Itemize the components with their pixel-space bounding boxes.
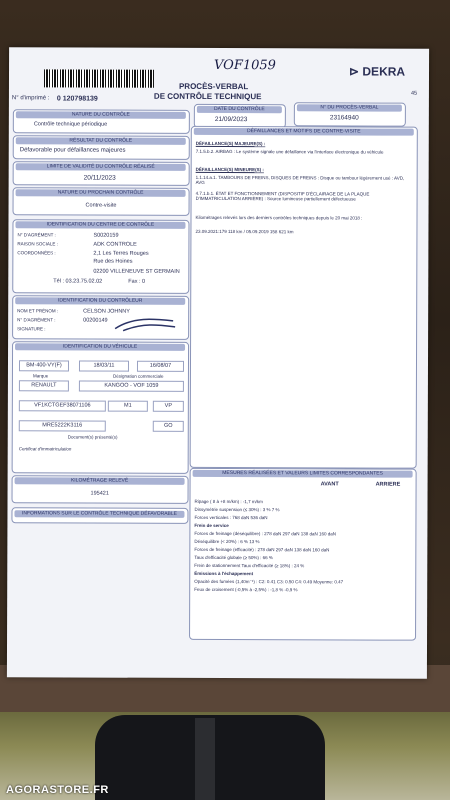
mesure-line: Frein de service bbox=[194, 522, 229, 529]
centre-coord-label: COORDONNÉES : bbox=[17, 250, 56, 256]
date-value: 21/09/2023 bbox=[214, 115, 248, 124]
defaillance-line: DÉFAILLANCE(S) MINEURE(S) : bbox=[195, 166, 264, 173]
certif-label: Certificat d'immatriculation bbox=[18, 446, 72, 452]
imprime-label: N° d'imprimé : bbox=[11, 95, 50, 102]
pv-value: 23164940 bbox=[329, 114, 359, 122]
vehicule-designation: KANGOO - VOF 1059 bbox=[79, 381, 184, 392]
dekra-logo: ⊳ DEKRA bbox=[348, 64, 406, 79]
controleur-nom: CELSON JOHNNY bbox=[83, 308, 130, 315]
centre-adresse1: 2,1 Les Terres Rouges bbox=[93, 250, 149, 257]
section-km bbox=[12, 475, 189, 504]
nature-header: NATURE DU CONTRÔLE bbox=[16, 111, 186, 119]
mesures-header: MESURES RÉALISÉES ET VALEURS LIMITES CORRESPONDANTES bbox=[193, 470, 413, 478]
next-header: NATURE DU PROCHAIN CONTRÔLE bbox=[16, 189, 186, 197]
pv-header: N° DU PROCÈS-VERBAL bbox=[297, 104, 402, 111]
section-date bbox=[194, 104, 286, 128]
vehicule-categorie: M1 bbox=[108, 401, 148, 412]
page-number: 45 bbox=[410, 90, 418, 97]
section-pv bbox=[294, 102, 406, 126]
signature-scribble bbox=[113, 315, 178, 335]
title-line1: PROCÈS-VERBAL bbox=[178, 81, 249, 92]
designation-label: Désignation commerciale bbox=[112, 373, 164, 379]
mesures-arriere: ARRIERE bbox=[375, 481, 401, 488]
next-value: Contre-visite bbox=[85, 202, 117, 209]
mesures-avant: AVANT bbox=[320, 481, 339, 488]
vehicule-header: IDENTIFICATION DU VÉHICULE bbox=[15, 343, 185, 351]
centre-fax: Fax : 0 bbox=[128, 278, 146, 285]
vehicule-energie: GO bbox=[153, 421, 184, 432]
section-controleur bbox=[12, 295, 189, 340]
mesure-line: Feux de croisement (-0,5% à -2,5%) : -1,8 % -0,9 % bbox=[194, 586, 298, 593]
vehicule-date1: 18/03/11 bbox=[79, 361, 129, 372]
marque-label: Marque bbox=[32, 373, 49, 379]
section-next bbox=[13, 187, 190, 216]
controleur-agrement: 00200149 bbox=[83, 317, 108, 324]
mesure-line: Taux d'efficacité globale (≥ 50%) : 66 % bbox=[194, 554, 273, 561]
centre-header: IDENTIFICATION DU CENTRE DE CONTRÔLE bbox=[15, 221, 185, 229]
section-vehicule bbox=[12, 341, 189, 474]
document-paper bbox=[7, 47, 429, 678]
vehicule-type: MRE5222K3116 bbox=[19, 420, 106, 431]
barcode bbox=[44, 69, 154, 87]
mesure-line: Forces de freinage (efficacité) : 278 daN 297 daN 138 daN 160 daN bbox=[194, 546, 330, 553]
defaillance-line: 7.1.5.b.2. AIRBAG : Le système signale une défaillance via l'interface électronique du véhicule bbox=[195, 148, 384, 155]
mesure-line: Frein de stationnement Taux d'efficacité (≥ 18%) : 24 % bbox=[194, 562, 305, 569]
defaillance-line: 23.09.2021:179 118 km / 05.09.2019 158 621 km bbox=[195, 228, 294, 235]
watermark: AGORASTORE.FR bbox=[6, 784, 109, 796]
centre-ville: 02200 VILLENEUVE ST GERMAIN bbox=[93, 268, 180, 275]
controleur-nom-label: NOM ET PRÉNOM : bbox=[17, 308, 59, 314]
centre-agrement-label: N° D'AGRÉMENT : bbox=[17, 232, 56, 238]
section-defaillances bbox=[190, 126, 418, 469]
controleur-header: IDENTIFICATION DU CONTRÔLEUR bbox=[15, 297, 185, 305]
mesure-line: Déséquilibre (< 20%) : 6 % 13 % bbox=[194, 538, 260, 545]
handwritten-plate: VOF1059 bbox=[214, 57, 276, 74]
section-validity bbox=[13, 161, 190, 186]
defaillance-line: DÉFAILLANCE(S) MAJEURE(S) : bbox=[195, 140, 266, 147]
mesure-line: Dissymétrie suspension (≤ 30%) : 3 % 7 % bbox=[194, 506, 280, 513]
vehicule-genre: VP bbox=[153, 401, 184, 412]
defaillance-line: Kilométrages relevés lors des derniers contrôles techniques depuis le 20 mai 2018 : bbox=[195, 214, 363, 221]
km-header: KILOMÉTRAGE RELEVÉ bbox=[15, 477, 185, 485]
imprime-value: 0 120798139 bbox=[56, 95, 98, 103]
section-centre bbox=[12, 219, 189, 294]
validity-value: 20/11/2023 bbox=[83, 174, 116, 182]
mesure-line: Forces de freinage (déséquilibre) : 278 daN 297 daN 138 daN 160 daN bbox=[194, 530, 337, 537]
vehicule-marque: RENAULT bbox=[19, 380, 69, 391]
centre-raison: ADK CONTROLE bbox=[93, 241, 137, 248]
result-value: Défavorable pour défaillances majeures bbox=[19, 147, 126, 154]
person-legs-shadow bbox=[195, 718, 215, 800]
title-line2: DE CONTRÔLE TECHNIQUE bbox=[153, 91, 262, 102]
docs-label: Document(s) présenté(s) bbox=[67, 434, 118, 440]
section-mesures bbox=[189, 468, 417, 641]
nature-value: Contrôle technique périodique bbox=[33, 121, 108, 128]
controleur-agrement-label: N° D'AGRÉMENT : bbox=[17, 317, 56, 323]
centre-raison-label: RAISON SOCIALE : bbox=[17, 241, 58, 247]
mesure-line: Émissions à l'échappement bbox=[194, 570, 254, 577]
validity-header: LIMITE DE VALIDITÉ DU CONTRÔLE RÉALISÉ bbox=[16, 163, 186, 171]
mesure-line: Opacité des fumées (1,40m⁻¹) : C2: 0.41 C3: 0.50 C4: 0.49 Moyenne: 0.47 bbox=[194, 578, 344, 585]
km-value: 195421 bbox=[90, 490, 109, 497]
vehicule-immat: BM-400-VY(F) bbox=[19, 360, 69, 371]
centre-tel: Tél : 03.23.75.02.02 bbox=[53, 278, 103, 285]
vehicule-vin: VF1KCTGEF38071106 bbox=[19, 400, 106, 411]
mesure-line: Forces verticales : 768 daN 536 daN bbox=[194, 514, 268, 521]
mesure-line: Ripage ( 8 à +8 m/km) : -1,7 m/km bbox=[194, 498, 263, 505]
result-header: RÉSULTAT DU CONTRÔLE bbox=[16, 137, 186, 145]
centre-agrement: S0020159 bbox=[93, 232, 119, 239]
centre-adresse2: Rue des Hoines bbox=[93, 258, 133, 265]
defaillance-line: 1.1.14.a.1. TAMBOURS DE FREINS, DISQUES DE FREINS : Disque ou tambour légèrement usé : AVD, AVG bbox=[195, 174, 405, 185]
date-header: DATE DU CONTRÔLE bbox=[197, 106, 282, 113]
defaillance-line: 4.7.1.b.1. ÉTAT ET FONCTIONNEMENT (DISPOSITIF D'ÉCLAIRAGE DE LA PLAQUE D'IMMATRICULATION ARRIÈRE) : Source lumineuse partiellement défectueuse bbox=[195, 190, 370, 202]
section-nature bbox=[13, 109, 190, 134]
vehicule-date2: 16/08/07 bbox=[137, 361, 184, 372]
section-result bbox=[13, 135, 190, 160]
signature-label: SIGNATURE : bbox=[17, 326, 46, 332]
section-info bbox=[11, 507, 188, 524]
defaillances-header: DÉFAILLANCES ET MOTIFS DE CONTRE-VISITE bbox=[194, 128, 414, 136]
info-header: INFORMATIONS SUR LE CONTRÔLE TECHNIQUE DÉFAVORABLE bbox=[14, 510, 184, 518]
